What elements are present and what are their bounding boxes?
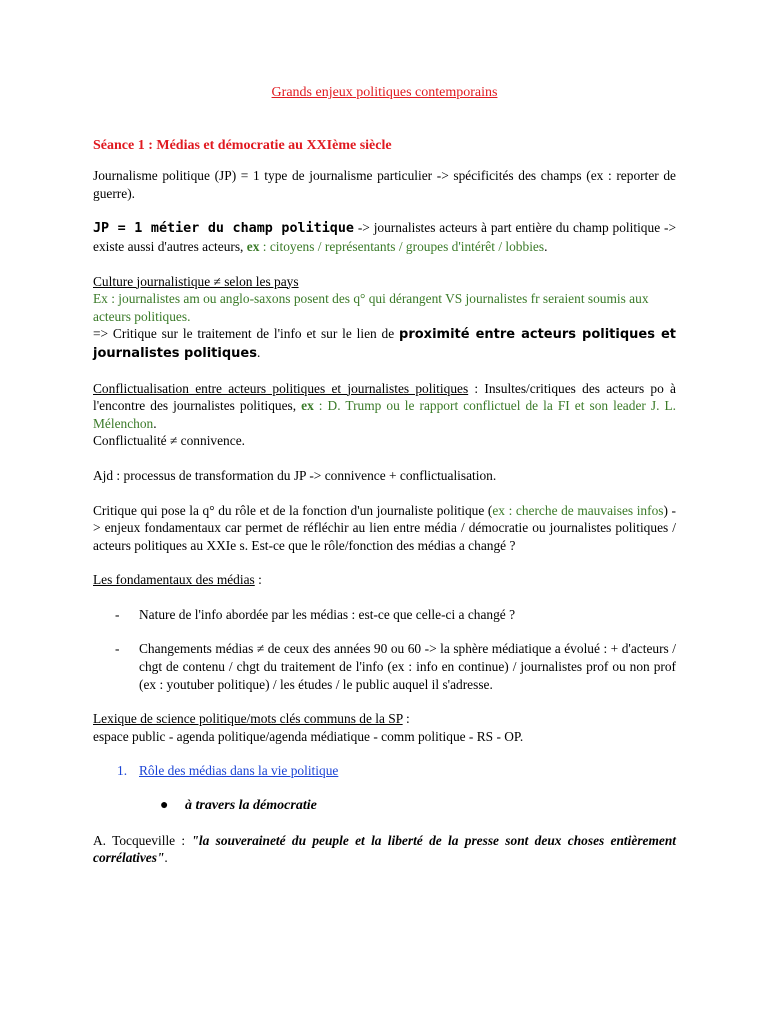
conflict-heading: Conflictualisation entre acteurs politiques et journalistes politiques	[93, 380, 469, 396]
quote-author: A. Tocqueville :	[93, 832, 192, 848]
critique-end: ) -> enjeux fondamentaux car permet de réfléchir au lien entre média / démocratie ou journalistes politiques / acteurs politiques au XXIe s. Est-ce que le rôle/fonction des médias a changé ?	[93, 502, 676, 553]
quote-end: .	[164, 850, 168, 866]
seance-heading: Séance 1 : Médias et démocratie au XXIème siècle	[93, 137, 392, 153]
lexique-heading-line	[93, 710, 676, 728]
subsection-label: à travers la démocratie	[185, 798, 317, 814]
lexique-terms: espace public - agenda politique/agenda médiatique - comm politique - RS - OP.	[93, 728, 524, 744]
conflict-end: .	[153, 415, 157, 431]
subsection-bullet	[93, 797, 676, 815]
conflict-line2: Conflictualité ≠ connivence.	[93, 433, 245, 449]
critique-example: ex : cherche de mauvaises infos	[492, 502, 664, 518]
paragraph-critique	[93, 502, 676, 555]
critique-text: Critique qui pose la q° du rôle et de la fonction d'un journaliste politique (	[93, 502, 493, 518]
fondamentaux-heading-line	[93, 571, 676, 589]
dash-marker: -	[115, 641, 120, 657]
culture-example: Ex : journalistes am ou anglo-saxons posent des q° qui dérangent VS journalistes fr seraient soumis aux acteurs politiques.	[93, 291, 649, 324]
conflict-paragraph	[93, 380, 676, 433]
culture-critique	[93, 325, 676, 362]
section-culture	[93, 273, 676, 363]
dash-marker: -	[115, 606, 120, 622]
culture-critique-text: => Critique sur le traitement de l'info et sur le lien de	[93, 326, 400, 342]
culture-heading: Culture journalistique ≠ selon les pays	[93, 273, 299, 289]
paragraph-jp-definition: Journalisme politique (JP) = 1 type de journalisme particulier -> spécificités des champs (ex : reporter de guerre).	[93, 168, 676, 201]
list-item-text: Changements médias ≠ de ceux des années 90 ou 60 -> la sphère médiatique a évolué : + d'acteurs / chgt de contenu / chgt du traitement de l'info (ex : info en continue) / journalistes prof ou non prof (ex : youtuber politique) / les études / le public auquel il s'adresse.	[139, 641, 676, 692]
jp-metier-text: -> journalistes acteurs à part entière du champ politique -> existe aussi d'autres acteurs,	[93, 220, 677, 254]
list-item	[93, 606, 676, 624]
lexique-heading: Lexique de science politique/mots clés communs de la SP	[93, 711, 403, 727]
culture-critique-strong: proximité entre acteurs politiques et journalistes politiques	[93, 327, 676, 361]
section-label: Rôle des médias dans la vie politique	[139, 763, 339, 779]
lexique-suffix: :	[402, 711, 410, 727]
document-title: Grands enjeux politiques contemporains	[271, 85, 498, 100]
jp-metier-end: .	[544, 238, 548, 254]
section-heading-1	[93, 762, 676, 780]
section-lexique	[93, 710, 676, 745]
list-item	[93, 640, 676, 693]
fondamentaux-suffix: :	[254, 572, 262, 588]
section-conflictualisation	[93, 380, 676, 450]
bullet-marker: ●	[160, 798, 169, 814]
quote-text: "la souveraineté du peuple et la liberté de la presse sont deux choses entièrement corrélatives"	[93, 832, 676, 866]
jp-metier-examples: : citoyens / représentants / groupes d'intérêt / lobbies	[259, 238, 545, 254]
culture-critique-end: .	[256, 344, 261, 360]
paragraph-jp-metier	[93, 219, 676, 255]
conflict-ex-label: ex	[301, 398, 314, 414]
jp-metier-strong: JP = 1 métier du champ politique	[93, 221, 354, 237]
tocqueville-quote	[93, 832, 676, 867]
jp-metier-ex-label: ex	[246, 238, 260, 254]
fondamentaux-heading: Les fondamentaux des médias	[93, 572, 255, 588]
conflict-text: : Insultes/critiques des acteurs po à l'encontre des journalistes politiques,	[93, 380, 676, 414]
paragraph-ajd: Ajd : processus de transformation du JP -> connivence + conflictualisation.	[93, 467, 497, 483]
list-item-text: Nature de l'info abordée par les médias : est-ce que celle-ci a changé ?	[139, 606, 516, 622]
document-body	[93, 84, 676, 867]
section-number: 1.	[117, 763, 128, 779]
conflict-examples: : D. Trump ou le rapport conflictuel de la FI et son leader J. L. Mélenchon	[93, 398, 676, 431]
